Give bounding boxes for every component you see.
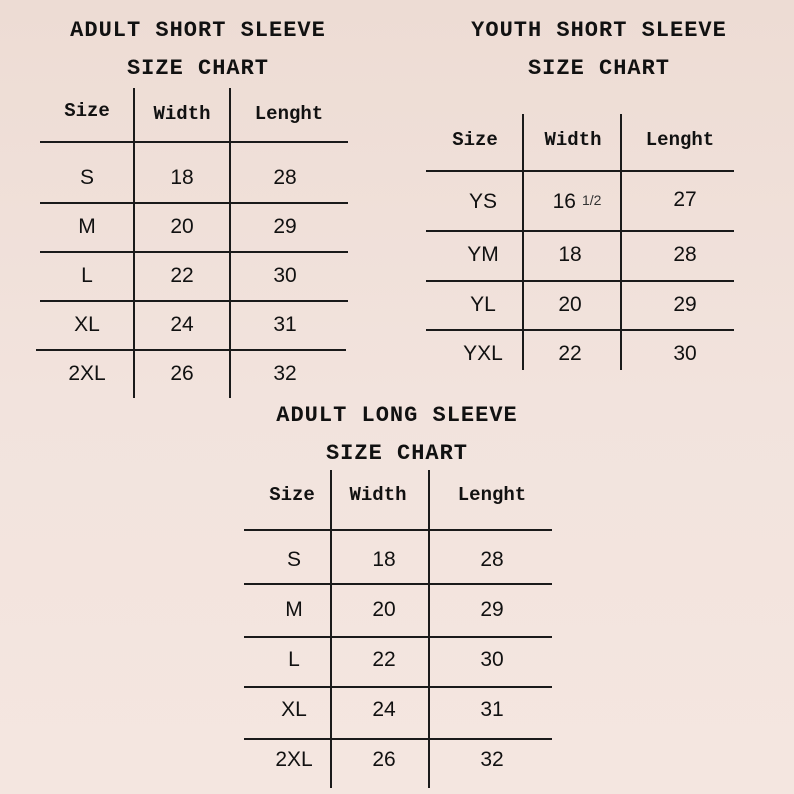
size-cell: YM: [467, 243, 499, 266]
column-header-size: Size: [452, 129, 498, 151]
title-line-1: YOUTH SHORT SLEEVE: [471, 18, 727, 43]
row-divider: [244, 529, 552, 531]
size-cell: M: [285, 598, 303, 621]
size-cell: XL: [74, 313, 100, 336]
row-divider: [244, 738, 552, 740]
column-divider: [330, 470, 332, 788]
length-cell: 30: [480, 648, 504, 671]
row-divider: [244, 686, 552, 688]
title-line-1: ADULT LONG SLEEVE: [276, 403, 518, 428]
width-value: 16: [552, 190, 576, 213]
width-cell: 18: [372, 548, 396, 571]
column-header-length: Lenght: [645, 129, 715, 151]
column-header-size: Size: [64, 100, 110, 122]
title-line-1: ADULT SHORT SLEEVE: [70, 18, 326, 43]
size-cell: YS: [468, 190, 497, 213]
size-cell: L: [81, 264, 93, 287]
width-cell: 18: [170, 166, 194, 189]
row-divider: [244, 636, 552, 638]
width-cell: 24: [170, 313, 194, 336]
length-cell: 31: [480, 698, 504, 721]
length-cell: 28: [480, 548, 504, 571]
size-cell: 2XL: [68, 362, 106, 385]
width-cell: 26: [170, 362, 194, 385]
title-line-2: SIZE CHART: [527, 56, 671, 81]
length-cell: 28: [273, 166, 297, 189]
column-header-width: Width: [349, 484, 407, 506]
length-cell: 29: [273, 215, 297, 238]
length-cell: 27: [673, 188, 697, 211]
width-cell: 20: [558, 293, 582, 316]
width-cell: 20: [372, 598, 396, 621]
length-cell: 29: [480, 598, 504, 621]
column-header-width: Width: [544, 129, 602, 151]
width-cell: 22: [170, 264, 194, 287]
size-cell: YL: [470, 293, 496, 316]
width-cell: 26: [372, 748, 396, 771]
length-cell: 28: [673, 243, 697, 266]
width-fraction: 1/2: [581, 192, 602, 208]
column-header-length: Lenght: [457, 484, 527, 506]
size-cell: M: [78, 215, 96, 238]
width-cell: 20: [170, 215, 194, 238]
column-header-size: Size: [269, 484, 315, 506]
width-cell: 24: [372, 698, 396, 721]
length-cell: 30: [673, 342, 697, 365]
width-cell: 18: [558, 243, 582, 266]
title-line-2: SIZE CHART: [126, 56, 270, 81]
width-cell: 22: [372, 648, 396, 671]
row-divider: [244, 583, 552, 585]
length-cell: 32: [273, 362, 297, 385]
size-cell: XL: [281, 698, 307, 721]
length-cell: 30: [273, 264, 297, 287]
length-cell: 29: [673, 293, 697, 316]
column-divider: [428, 470, 430, 788]
title-line-2: SIZE CHART: [325, 441, 469, 466]
size-cell: YXL: [463, 342, 503, 365]
column-header-length: Lenght: [254, 103, 324, 125]
size-cell: S: [286, 548, 301, 571]
size-cell: S: [79, 166, 94, 189]
size-cell: L: [288, 648, 300, 671]
size-cell: 2XL: [275, 748, 313, 771]
length-cell: 31: [273, 313, 297, 336]
column-header-width: Width: [153, 103, 211, 125]
width-cell: 22: [558, 342, 582, 365]
length-cell: 32: [480, 748, 504, 771]
